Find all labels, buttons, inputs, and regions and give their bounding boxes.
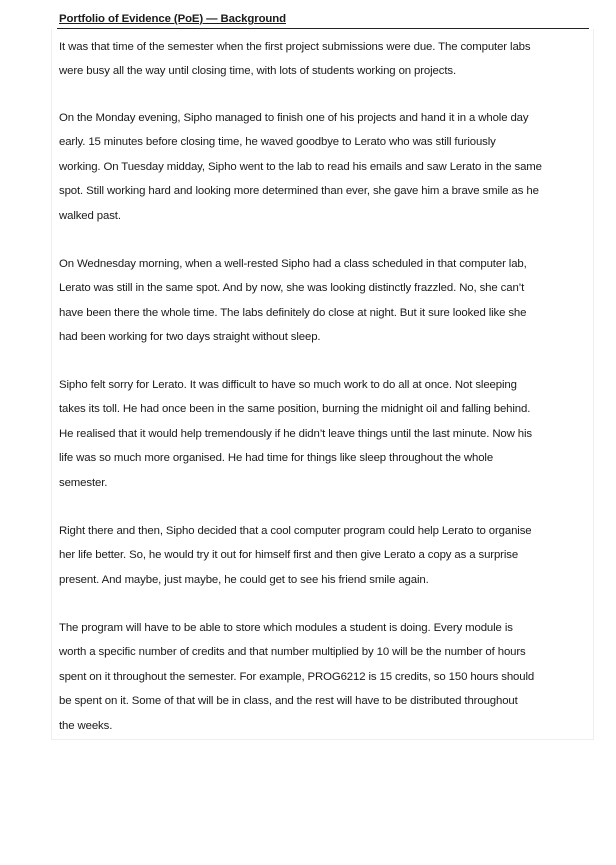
text-line: It was that time of the semester when the first project submissions were due. The computer labs [59, 41, 531, 53]
paragraph [59, 106, 589, 228]
paragraph [59, 519, 589, 592]
text-line: Right there and then, Sipho decided that a cool computer program could help Lerato to organise [59, 525, 532, 537]
paragraph [59, 35, 589, 84]
text-line: life was so much more organised. He had time for things like sleep throughout the whole [59, 452, 494, 465]
text-line: had been working for two days straight without sleep. [59, 331, 321, 344]
text-line: takes its toll. He had once been in the same position, burning the midnight oil and falling behind. [59, 403, 531, 416]
paragraph [59, 616, 589, 738]
text-line: present. And maybe, just maybe, he could get to see his friend smile again. [59, 573, 429, 586]
text-line: walked past. [59, 209, 121, 222]
text-line: early. 15 minutes before closing time, he waved goodbye to Lerato who was still furiously [59, 136, 496, 149]
text-line: Sipho felt sorry for Lerato. It was difficult to have so much work to do all at once. Not sleeping [59, 379, 517, 391]
text-line: spot. Still working hard and looking more determined than ever, she gave him a brave smile as he [59, 185, 539, 198]
text-line: semester. [59, 476, 108, 489]
text-line: be spent on it. Some of that will be in class, and the rest will have to be distributed throughout [59, 695, 518, 708]
text-line: Lerato was still in the same spot. And by now, she was looking distinctly frazzled. No, she can’t [59, 282, 525, 295]
heading-row [57, 11, 589, 29]
text-line: He realised that it would help tremendously if he didn’t leave things until the last minute. Now his [59, 427, 532, 440]
paragraph [59, 252, 589, 350]
text-line: working. On Tuesday midday, Sipho went to the lab to read his emails and saw Lerato in the same [59, 160, 542, 173]
text-line: On Wednesday morning, when a well-rested Sipho had a class scheduled in that computer lab, [59, 258, 527, 270]
text-line: her life better. So, he would try it out for himself first and then give Lerato a copy as a surprise [59, 549, 519, 562]
text-line: On the Monday evening, Sipho managed to finish one of his projects and hand it in a whole day [59, 112, 529, 124]
text-line: worth a specific number of credits and that number multiplied by 10 will be the number of hours [59, 646, 526, 659]
paragraph [59, 373, 589, 495]
text-line: The program will have to be able to store which modules a student is doing. Every module is [59, 622, 513, 634]
document-heading: Portfolio of Evidence (PoE) — Background [59, 13, 286, 25]
text-line: were busy all the way until closing time, with lots of students working on projects. [59, 65, 457, 78]
text-line: have been there the whole time. The labs definitely do close at night. But it sure looked like she [59, 306, 527, 319]
text-line: spent on it throughout the semester. For example, PROG6212 is 15 credits, so 150 hours should [59, 670, 535, 683]
text-line: the weeks. [59, 719, 113, 732]
